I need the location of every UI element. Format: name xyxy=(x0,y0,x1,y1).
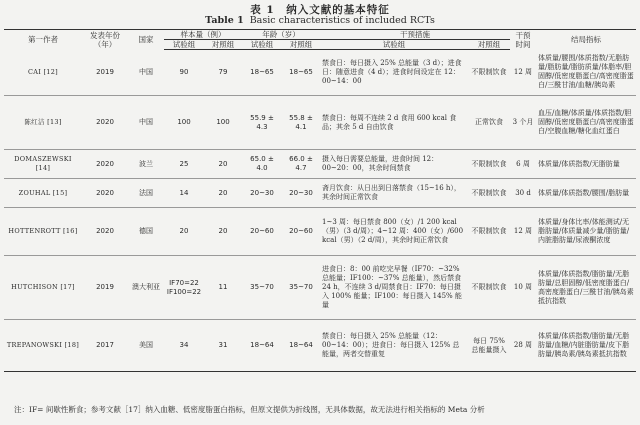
cell-outcome: 体质量/体质指数/无脂肪量 xyxy=(536,150,636,179)
cell-author: DOMASZEWSKI [14] xyxy=(4,150,82,179)
cell-n-ctrl: 20 xyxy=(204,208,242,256)
table-title-en xyxy=(0,15,640,26)
cell-age-exp: 18~64 xyxy=(242,320,282,372)
cell-age-ctrl: 18~65 xyxy=(282,50,320,96)
cell-n-exp: IF70=22 IF100=22 xyxy=(164,256,204,320)
cell-int-exp: 摄入每日需要总能量，进食时间 12：00~20：00，其余时间禁食 xyxy=(320,150,468,179)
cell-age-ctrl: 18~64 xyxy=(282,320,320,372)
cell-age-ctrl: 20~60 xyxy=(282,208,320,256)
sub-int-exp: 试验组 xyxy=(320,40,468,50)
cell-n-ctrl: 31 xyxy=(204,320,242,372)
cell-country: 中国 xyxy=(128,50,164,96)
cell-n-exp: 25 xyxy=(164,150,204,179)
cell-age-exp: 20~60 xyxy=(242,208,282,256)
col-author: 第一作者 xyxy=(4,30,82,50)
cell-age-exp: 65.0 ± 4.0 xyxy=(242,150,282,179)
cell-int-exp: 禁食日：每周不连续 2 d 食用 600 kcal 食品；其余 5 d 自由饮食 xyxy=(320,96,468,150)
cell-n-exp: 34 xyxy=(164,320,204,372)
cell-duration: 6 周 xyxy=(510,150,536,179)
cell-n-ctrl: 20 xyxy=(204,150,242,179)
cell-int-ctrl: 正常饮食 xyxy=(468,96,510,150)
cell-year: 2020 xyxy=(82,179,128,208)
cell-age-ctrl: 66.0 ± 4.7 xyxy=(282,150,320,179)
table-caption: Basic characteristics of included RCTs xyxy=(249,15,435,26)
cell-author: 陈红洁 [13] xyxy=(4,96,82,150)
cell-author: HUTCHISON [17] xyxy=(4,256,82,320)
col-intervention: 干预措施 xyxy=(320,30,510,40)
cell-duration: 30 d xyxy=(510,179,536,208)
cell-n-ctrl: 20 xyxy=(204,179,242,208)
col-duration: 干预时间 xyxy=(510,30,536,50)
cell-age-exp: 20~30 xyxy=(242,179,282,208)
cell-duration: 10 周 xyxy=(510,256,536,320)
cell-int-exp: 斋月饮食：从日出到日落禁食（15~16 h），其余时间正常饮食 xyxy=(320,179,468,208)
cell-n-exp: 100 xyxy=(164,96,204,150)
cell-outcome: 血压/血糖/体质量/体质指数/胆固醇/低密度脂蛋白/高密度脂蛋白/空腹血糖/糖化血红蛋白 xyxy=(536,96,636,150)
cell-n-exp: 20 xyxy=(164,208,204,256)
col-country: 国家 xyxy=(128,30,164,50)
cell-duration: 3 个月 xyxy=(510,96,536,150)
cell-int-ctrl: 每日 75% 总能量摄入 xyxy=(468,320,510,372)
table-title-cn: 表 1 纳入文献的基本特征 xyxy=(250,4,390,16)
sub-int-ctrl: 对照组 xyxy=(468,40,510,50)
cell-country: 德国 xyxy=(128,208,164,256)
cell-age-exp: 35~70 xyxy=(242,256,282,320)
sub-sample-exp: 试验组 xyxy=(164,40,204,50)
table-row xyxy=(4,50,636,96)
cell-author: TREPANOWSKI [18] xyxy=(4,320,82,372)
cell-age-ctrl: 35~70 xyxy=(282,256,320,320)
cell-country: 法国 xyxy=(128,179,164,208)
table-row xyxy=(4,208,636,256)
cell-country: 美国 xyxy=(128,320,164,372)
cell-outcome: 体质量/体质指数/脂肪量/无脂肪量/总胆固醇/低密度脂蛋白/高密度脂蛋白/三酰甘油/胰岛素抵抗指数 xyxy=(536,256,636,320)
sub-sample-ctrl: 对照组 xyxy=(204,40,242,50)
table-row xyxy=(4,96,636,150)
cell-age-ctrl: 20~30 xyxy=(282,179,320,208)
cell-duration: 12 周 xyxy=(510,50,536,96)
cell-author: HOTTENROTT [16] xyxy=(4,208,82,256)
cell-year: 2020 xyxy=(82,208,128,256)
cell-country: 波兰 xyxy=(128,150,164,179)
sub-age-ctrl: 对照组 xyxy=(282,40,320,50)
cell-n-ctrl: 100 xyxy=(204,96,242,150)
table-footnote: 注：IF= 间歇性断食；参考文献［17］纳入血糖、低密度脂蛋白指标，但原文提供为折线图，无具体数据，故无法进行相关指标的 Meta 分析 xyxy=(14,405,485,414)
cell-n-ctrl: 79 xyxy=(204,50,242,96)
cell-int-ctrl: 不限制饮食 xyxy=(468,208,510,256)
cell-age-exp: 18~65 xyxy=(242,50,282,96)
table-label: Table 1 xyxy=(205,15,244,26)
cell-int-exp: 1~3 周：每日禁食 800（女）/1 200 kcal（男）（3 d/周）；4~12 周：400（女）/600 kcal（男）（2 d/周），其余时间正常饮食 xyxy=(320,208,468,256)
cell-country: 中国 xyxy=(128,96,164,150)
col-sample: 样本量（例） xyxy=(164,30,242,40)
cell-int-ctrl: 不限制饮食 xyxy=(468,50,510,96)
sub-age-exp: 试验组 xyxy=(242,40,282,50)
cell-year: 2020 xyxy=(82,96,128,150)
cell-year: 2019 xyxy=(82,256,128,320)
cell-int-exp: 禁食日：每日摄入 25% 总能量（3 d）；进食日：随意进食（4 d）；进食时间设定在 12：00~14：00 xyxy=(320,50,468,96)
cell-year: 2020 xyxy=(82,150,128,179)
cell-outcome: 体质量/体质指数/腰围/脂肪量 xyxy=(536,179,636,208)
cell-int-exp: 禁食日：每日摄入 25% 总能量（12：00~14：00）；进食日：每日摄入 125% 总能量，两者交替重复 xyxy=(320,320,468,372)
cell-int-ctrl: 不限制饮食 xyxy=(468,150,510,179)
table-row xyxy=(4,320,636,372)
cell-int-ctrl: 不限制饮食 xyxy=(468,179,510,208)
cell-n-exp: 14 xyxy=(164,179,204,208)
table-row xyxy=(4,256,636,320)
col-year: 发表年份（年） xyxy=(82,30,128,50)
cell-outcome: 体质量/体质指数/脂肪量/无脂肪量/血糖/内脏脂肪量/皮下脂肪量/胰岛素/胰岛素抵抗指数 xyxy=(536,320,636,372)
cell-duration: 28 周 xyxy=(510,320,536,372)
cell-author: ZOUHAL [15] xyxy=(4,179,82,208)
cell-n-exp: 90 xyxy=(164,50,204,96)
cell-country: 澳大利亚 xyxy=(128,256,164,320)
cell-outcome: 体质量/身体比率/体能测试/无脂肪量/体质量减少量/脂肪量/内脏脂肪量/尿液酮浓度 xyxy=(536,208,636,256)
cell-year: 2019 xyxy=(82,50,128,96)
col-outcome: 结局指标 xyxy=(536,30,636,50)
cell-duration: 12 周 xyxy=(510,208,536,256)
cell-year: 2017 xyxy=(82,320,128,372)
cell-author: CAI [12] xyxy=(4,50,82,96)
cell-n-ctrl: 11 xyxy=(204,256,242,320)
cell-age-ctrl: 55.8 ± 4.1 xyxy=(282,96,320,150)
cell-outcome: 体质量/腰围/体质指数/无脂肪量/脂肪量/脂肪质量/体脂率/胆固醇/低密度脂蛋白/高密度脂蛋白/三酰甘油/血糖/胰岛素 xyxy=(536,50,636,96)
cell-int-exp: 进食日：8：00 前吃完早餐（IF70：~32% 总能量；IF100：~37% 总能量），然后禁食 24 h，不连续 3 d/周禁食日：IF70：每日摄入 100% 能量；IF100：每日摄入 145% 能量 xyxy=(320,256,468,320)
cell-int-ctrl: 不限制饮食 xyxy=(468,256,510,320)
table-row xyxy=(4,150,636,179)
col-age: 年龄（岁） xyxy=(242,30,320,40)
table-row xyxy=(4,179,636,208)
cell-age-exp: 55.9 ± 4.3 xyxy=(242,96,282,150)
characteristics-table xyxy=(4,29,636,372)
